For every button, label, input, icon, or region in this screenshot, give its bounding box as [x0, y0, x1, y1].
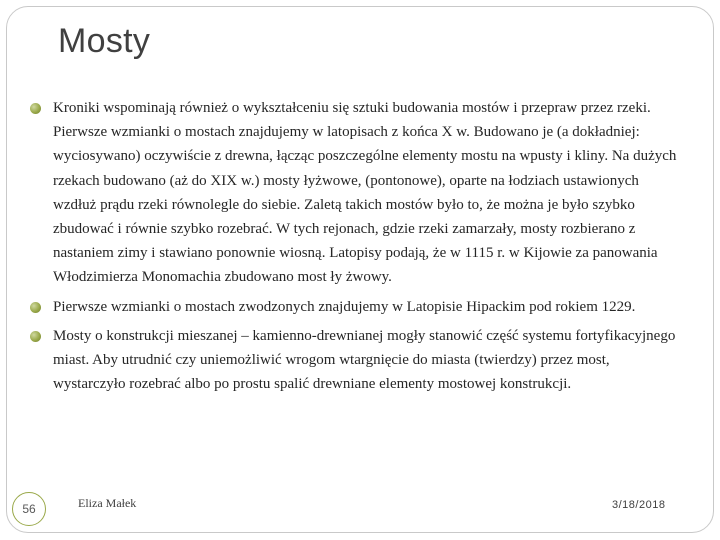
bullet-text: Mosty o konstrukcji mieszanej – kamienno-drewnianej mogły stanowić część systemu fortyfikacyjnego miast. Aby utrudnić czy uniemożliwić wrogom wtargnięcie do miasta (twierdzy) przez most, wystarczyło rozebrać albo po prostu spalić drewniane elementy mostowej konstrukcji. [53, 327, 676, 393]
bullet-icon [30, 103, 41, 114]
footer-author: Eliza Małek [78, 496, 137, 510]
bullet-icon [30, 331, 41, 342]
bullet-text: Pierwsze wzmianki o mostach zwodzonych znajdujemy w Latopisie Hipackim pod rokiem 1229. [53, 298, 636, 315]
bullet-item [30, 324, 680, 397]
slide-number-badge [12, 492, 46, 526]
bullet-item [30, 295, 680, 319]
bullet-item [30, 96, 680, 290]
slide-number: 56 [22, 502, 36, 516]
footer-date: 3/18/2018 [612, 499, 666, 511]
slide-title: Mosty [58, 22, 151, 60]
bullet-icon [30, 302, 41, 313]
bullet-text: Kroniki wspominają również o wykształceniu się sztuki budowania mostów i przepraw przez rzeki. Pierwsze wzmianki o mostach znajdujemy w latopisach z końca X w. Budowano je (a dokładniej: wyciosywano) oczywiście z drewna, łącząc poszczególne elementy mostu na wpusty i kliny. Na dużych rzekach budowano (aż do XIX w.) mosty łyżwowe, (pontonowe), oparte na łodziach ustawionych wzdłuż prądu rzeki równolegle do siebie. Zaletą takich mostów było to, że można je było szybko zbudować i równie szybko rozebrać. W tych rejonach, gdzie rzeki zamarzały, mosty rozbierano z nastaniem zimy i stawiano ponownie wiosną. Latopisy podają, że w 1115 r. w Kijowie za panowania Włodzimierza Monomachia zbudowano most ły żwowy. [53, 100, 677, 286]
bullet-list [30, 96, 680, 401]
